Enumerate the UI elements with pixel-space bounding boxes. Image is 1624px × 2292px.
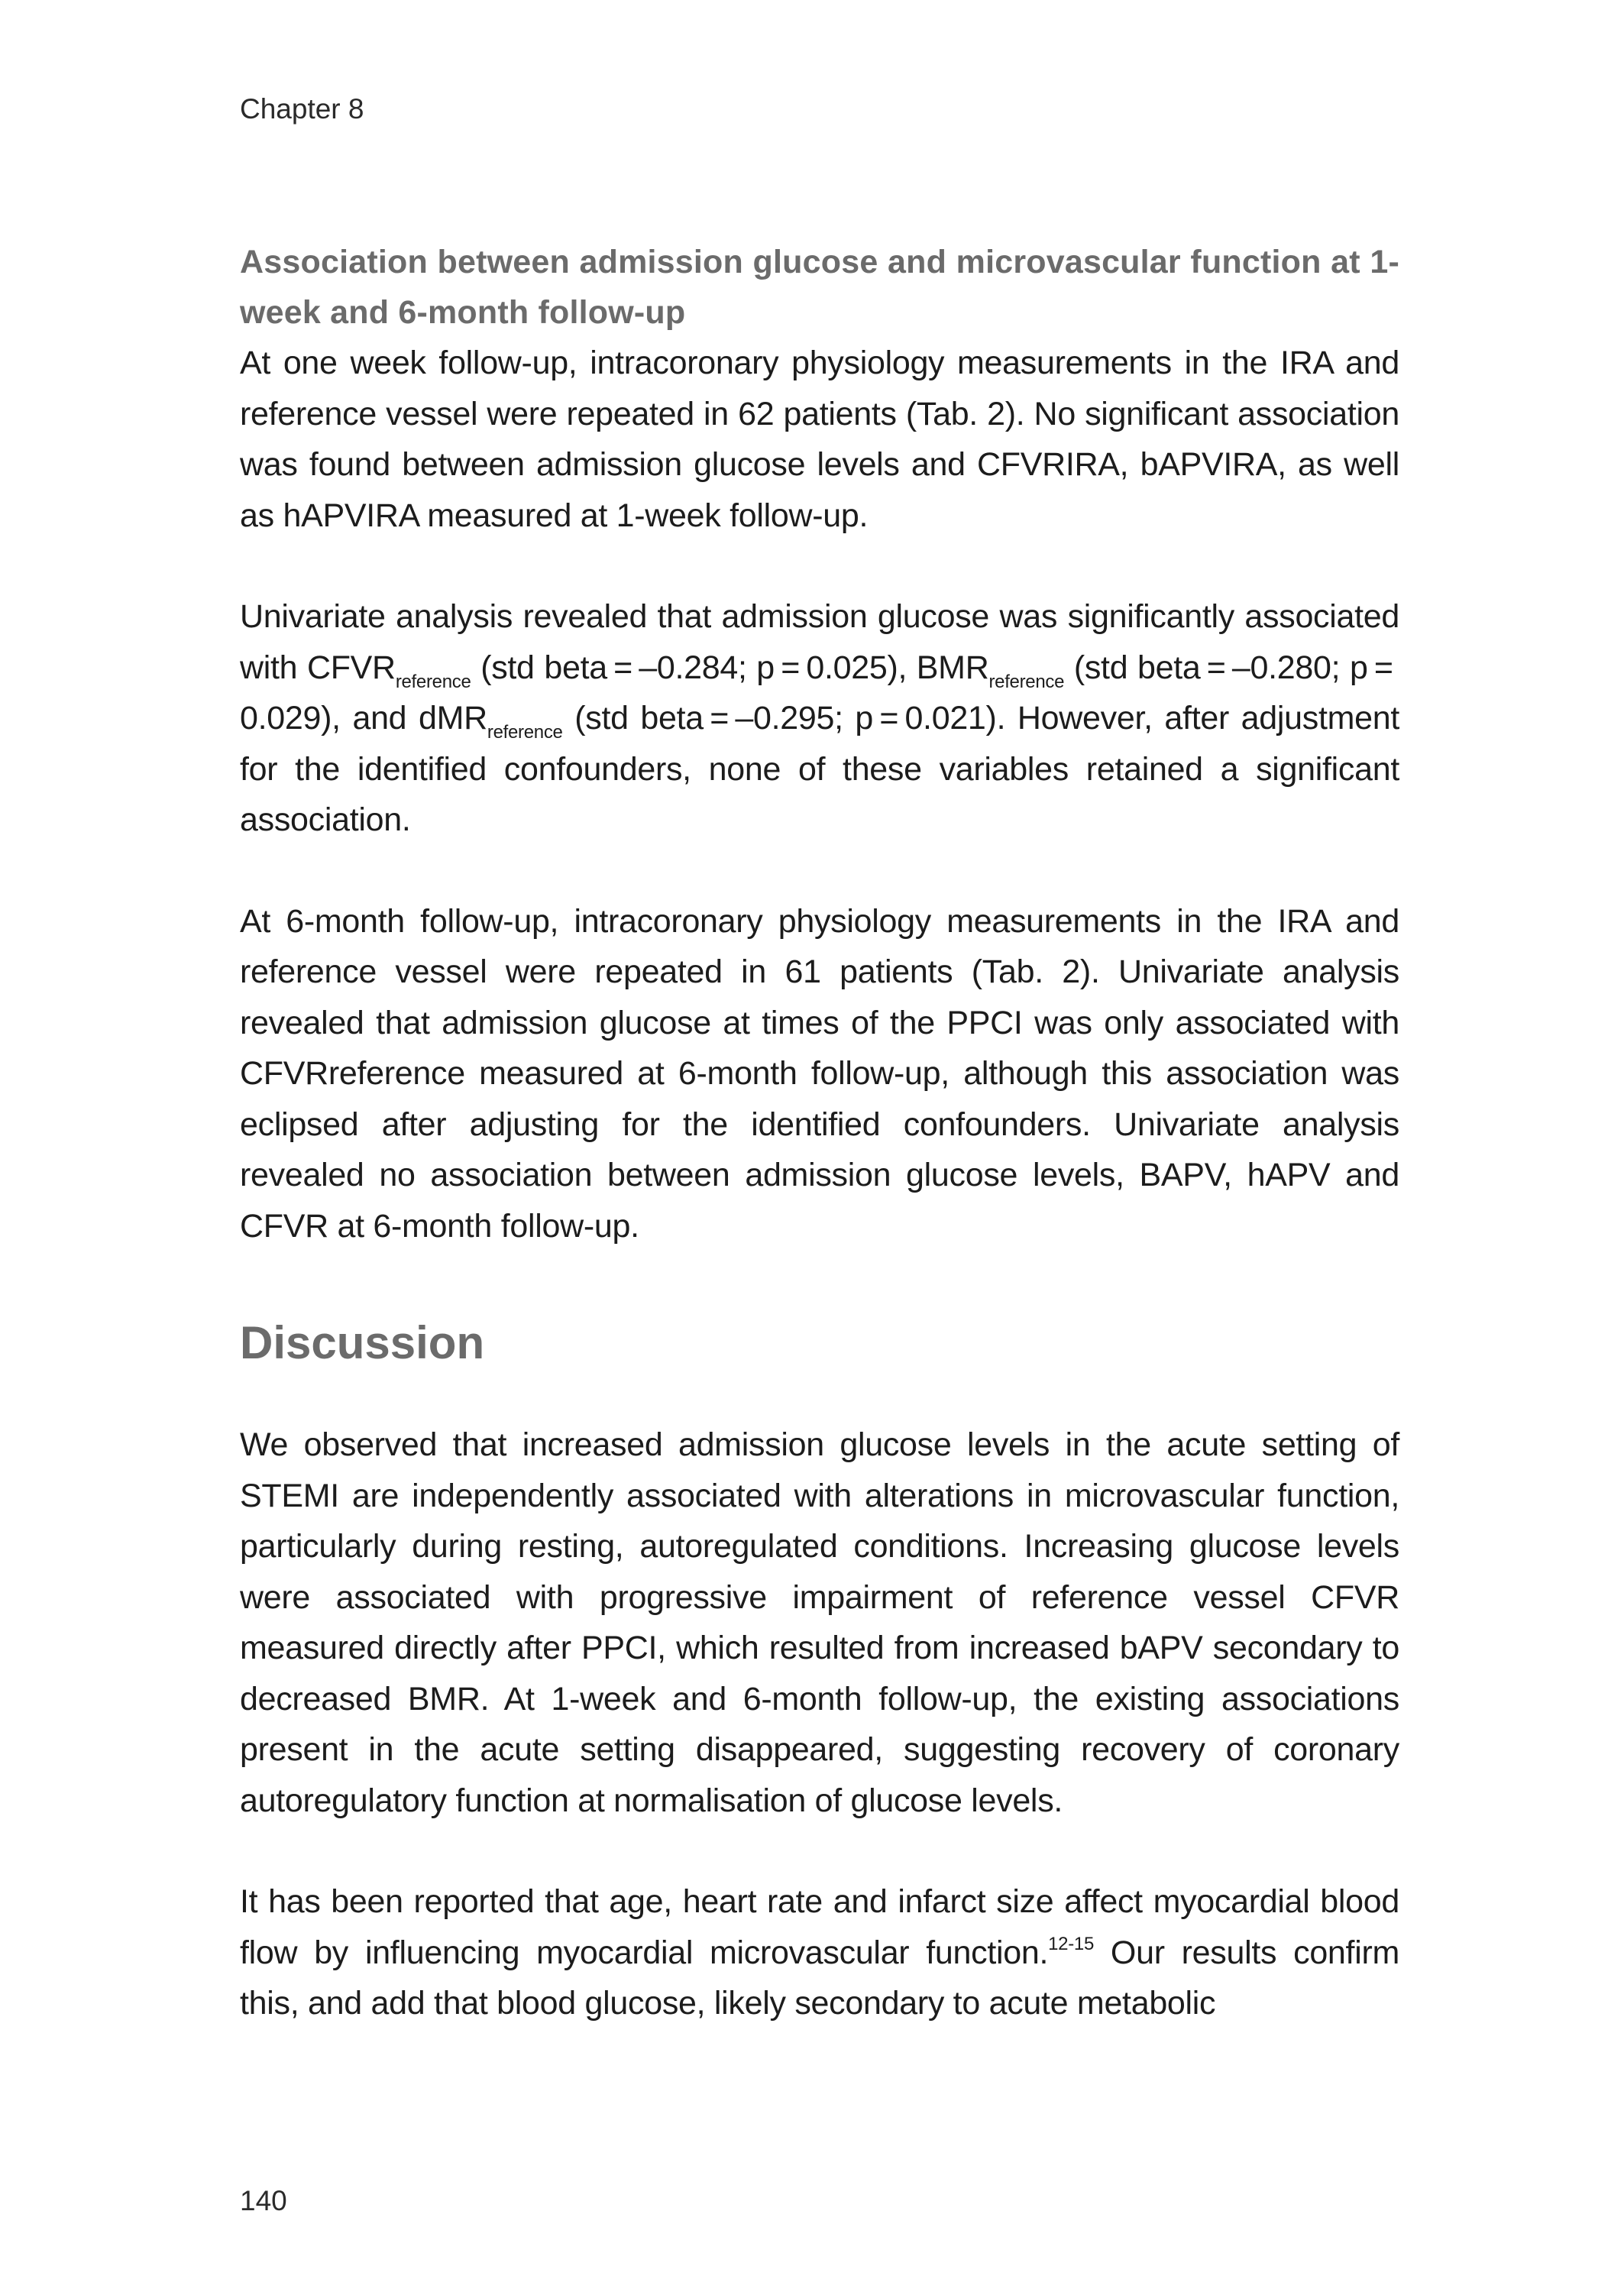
paragraph: We observed that increased admission glucose levels in the acute setting of STEMI are independently associated with alterations in microvascular function, particularly during resting, autoregulated conditions. Increasing glucose levels were associated with progressive impairment of reference vessel CFVR measured directly after PPCI, which resulted from increased bAPV secondary to decreased BMR. At 1-week and 6-month follow-up, the existing associations present in the acute setting disappeared, suggesting recovery of coronary autoregulatory function at normalisation of glucose levels. [240,1426,1399,1819]
paragraph [240,591,1399,846]
citation-superscript: 12-15 [1048,1933,1094,1954]
page-number: 140 [240,2185,287,2216]
text-run: (std beta = –0.284; p = 0.025), BMR [471,649,989,686]
text-run: Univariate analysis revealed that admission glucose was significantly associated with CFVR [240,598,1399,686]
text-run: (std beta = –0.280; p = 0.029), and dMR [240,649,1399,736]
text-run: It has been reported that age, heart rate and infarct size affect myocardial blood flow by influencing myocardial microvascular function. [240,1883,1399,1971]
subscript: reference [395,671,471,692]
paragraph: At 6-month follow-up, intracoronary physiology measurements in the IRA and reference vessel were repeated in 61 patients (Tab. 2). Univariate analysis revealed that admission glucose at times of the PPCI was only associated with CFVRreference measured at 6-month follow-up, although this association was eclipsed after adjusting for the identified confounders. Univariate analysis revealed no association between admission glucose levels, BAPV, hAPV and CFVR at 6-month follow-up. [240,902,1399,1245]
subsection-heading: Association between admission glucose and microvascular function at 1-week and 6-month follow-up [240,244,1399,331]
running-header: Chapter 8 [240,93,364,125]
page-content [240,237,1399,2029]
section-heading-discussion: Discussion [240,1317,485,1368]
paragraph: At one week follow-up, intracoronary physiology measurements in the IRA and reference vessel were repeated in 62 patients (Tab. 2). No significant association was found between admission glucose levels and CFVRIRA, bAPVIRA, as well as hAPVIRA measured at 1-week follow-up. [240,345,1399,534]
subscript: reference [487,722,563,743]
text-run: Our results confirm this, and add that blood glucose, likely secondary to acute metabolic [240,1934,1399,2022]
subscript: reference [988,671,1065,692]
text-run: (std beta = –0.295; p = 0.021). However, after adjustment for the identified confounders, none of these variables retained a significant association. [240,700,1399,838]
paragraph [240,1876,1399,2029]
